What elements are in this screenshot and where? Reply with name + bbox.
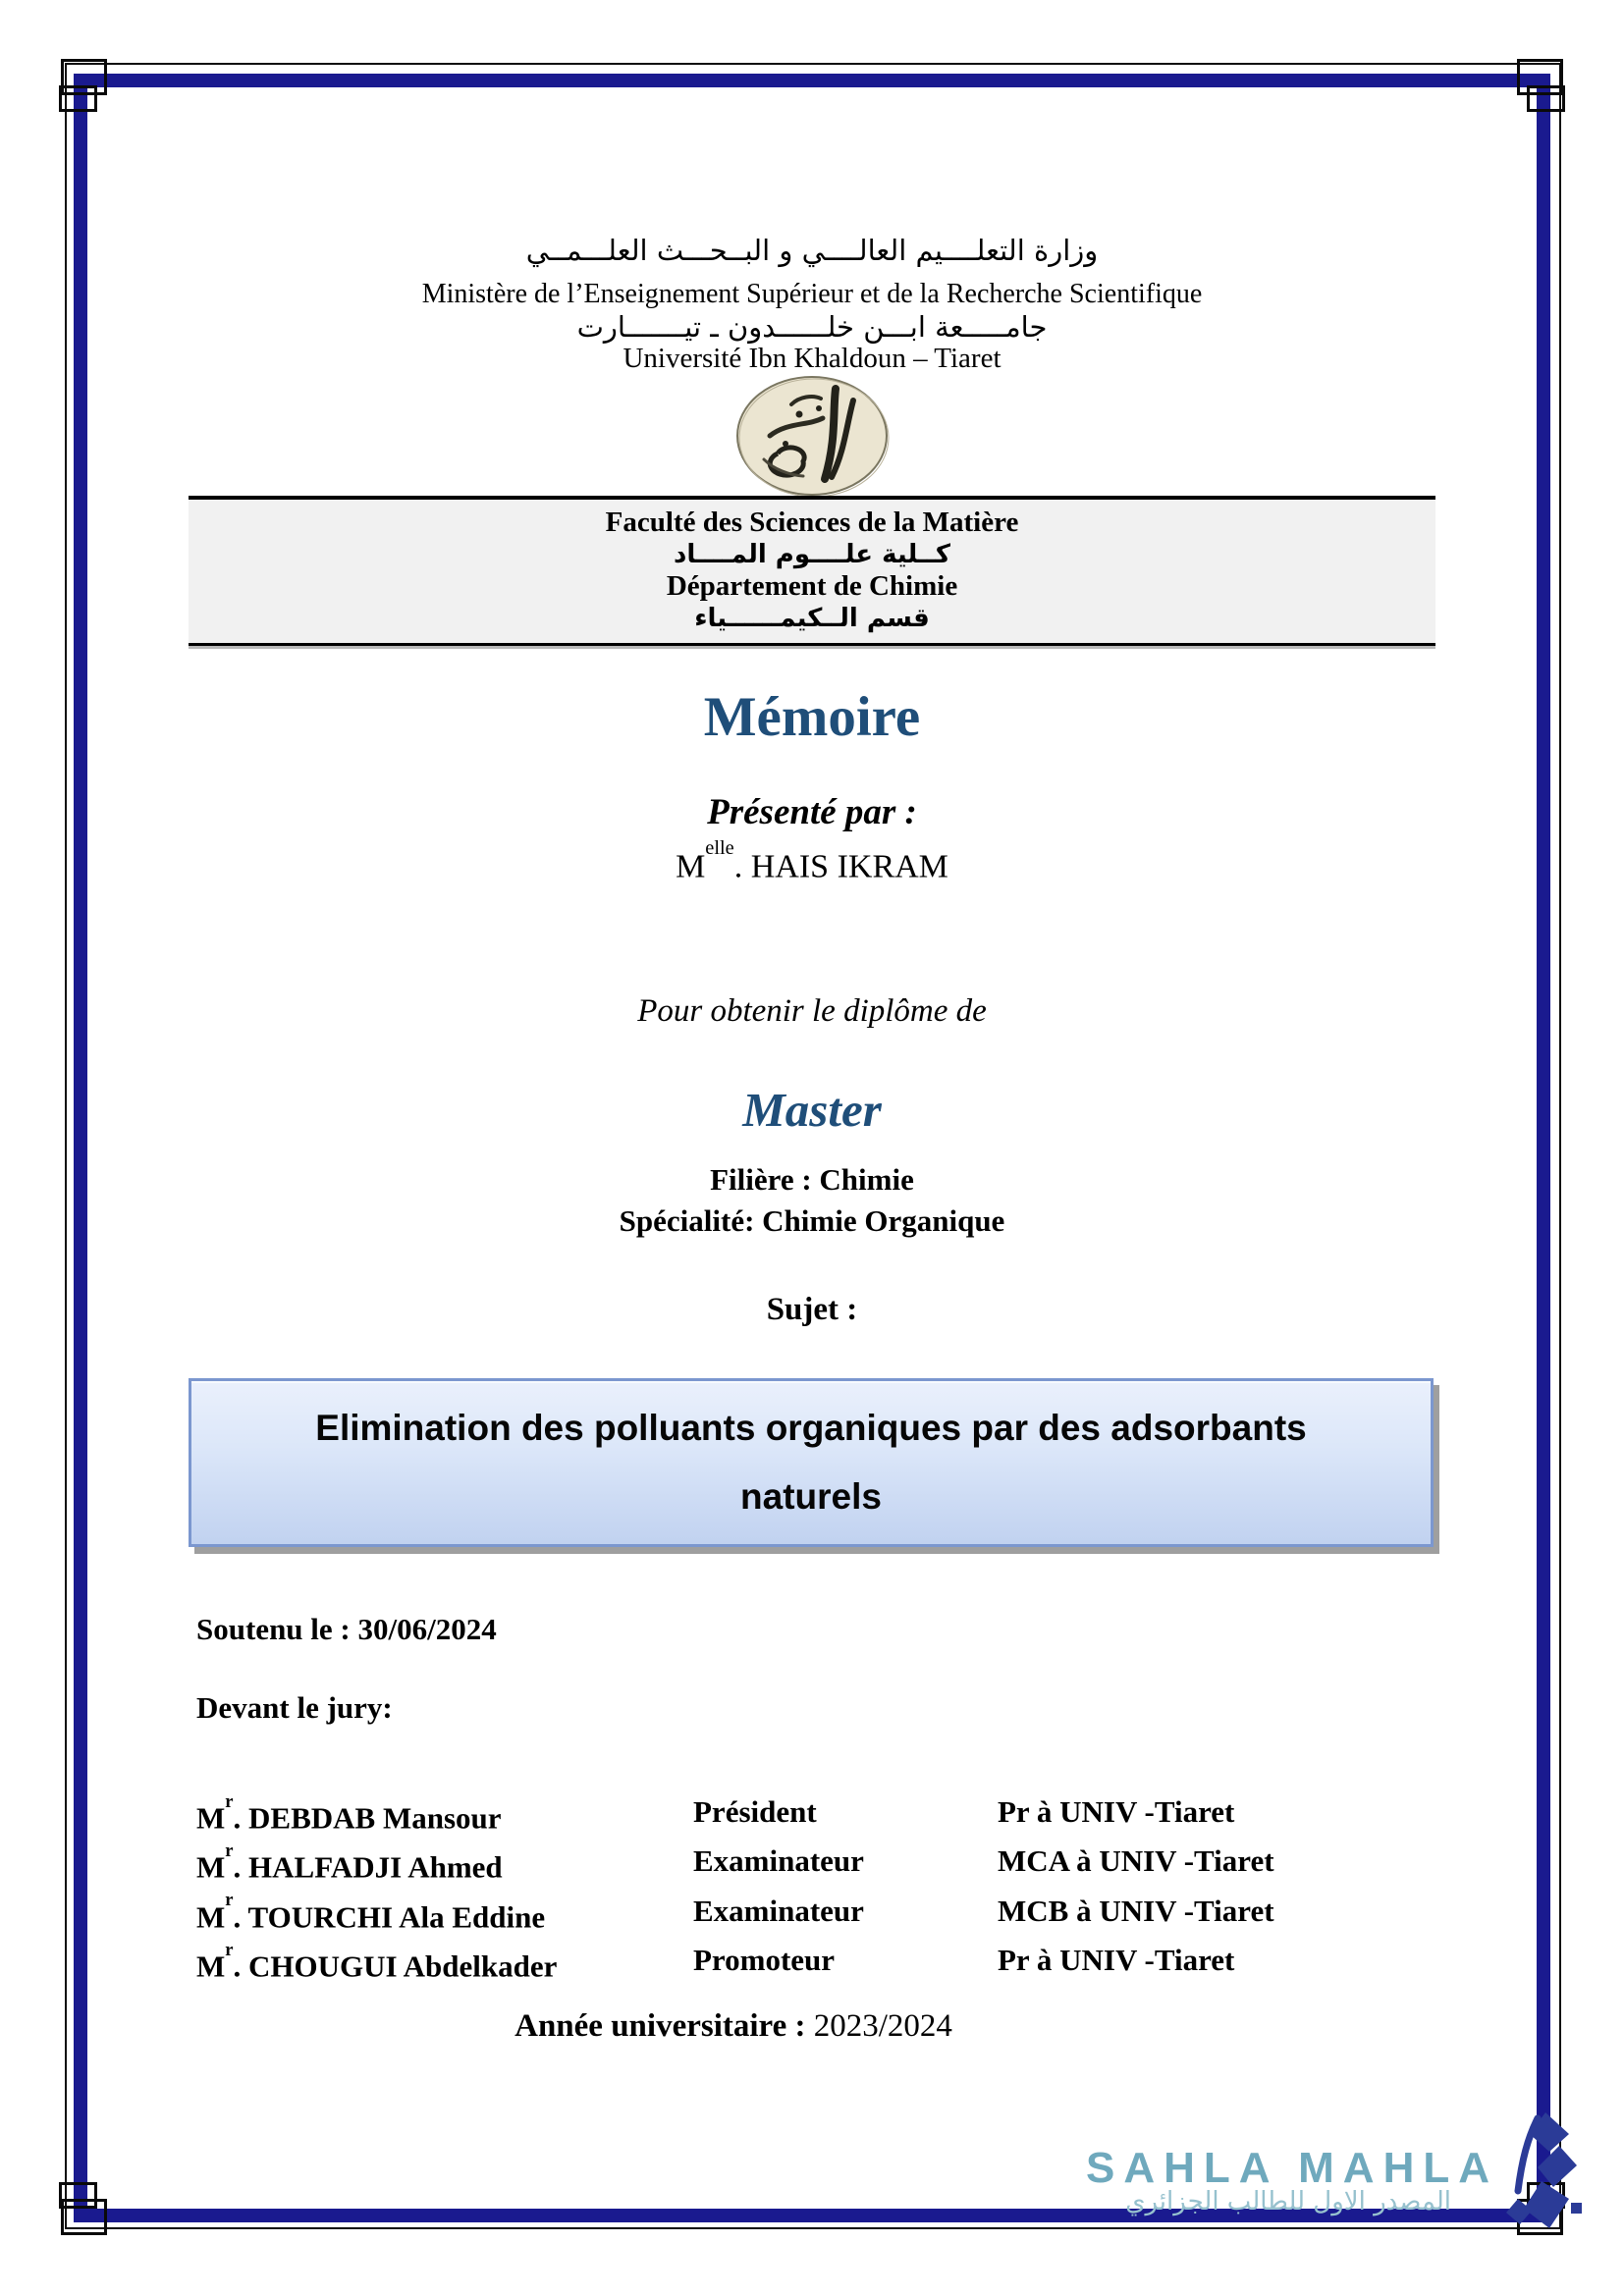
jury-member-affiliation: MCB à UNIV -Tiaret: [998, 1893, 1274, 1928]
jury-member-affiliation: Pr à UNIV -Tiaret: [998, 1942, 1235, 1977]
jury-prefix: M: [196, 1800, 226, 1836]
border-corner-ornament: [59, 2182, 97, 2209]
specialite-line: Spécialité: Chimie Organique: [619, 1203, 1005, 1238]
jury-name-rest: . DEBDAB Mansour: [233, 1800, 502, 1836]
diploma-purpose-line: Pour obtenir le diplôme de: [637, 993, 987, 1029]
jury-member-role: Promoteur: [693, 1942, 836, 1977]
candidate-prefix: M: [676, 848, 706, 885]
subject-label: Sujet :: [766, 1292, 858, 1327]
jury-name-rest: . HALFADJI Ahmed: [233, 1849, 503, 1885]
jury-superscript: r: [225, 1790, 234, 1812]
degree-title: Master: [742, 1083, 882, 1137]
filiere-line: Filière : Chimie: [710, 1162, 914, 1197]
jury-prefix: M: [196, 1898, 226, 1934]
watermark-tagline-arabic: المصدر الاول للطالب الجزائري: [1125, 2187, 1451, 2216]
jury-superscript: r: [225, 1939, 234, 1960]
jury-member-role: Examinateur: [693, 1893, 864, 1928]
university-arabic-line: جامـــــعة ابـــن خلــــــدون ـ تيـــــــارت: [576, 310, 1048, 344]
watermark-brand-text: SAHLA MAHLA: [1086, 2144, 1498, 2192]
sahla-mahla-logo-icon: [1489, 2109, 1583, 2239]
candidate-rest: . HAIS IKRAM: [733, 848, 948, 885]
jury-name-rest: . TOURCHI Ala Eddine: [233, 1898, 546, 1934]
jury-member-affiliation: Pr à UNIV -Tiaret: [998, 1794, 1235, 1829]
jury-superscript: r: [225, 1841, 234, 1862]
jury-member-affiliation: MCA à UNIV -Tiaret: [998, 1843, 1274, 1879]
thesis-title-line1: Elimination des polluants organiques par des adsorbants: [315, 1408, 1307, 1449]
border-corner-ornament: [1527, 85, 1565, 112]
academic-year-label: Année universitaire :: [514, 2008, 806, 2044]
academic-year-value: 2023/2024: [813, 2008, 952, 2044]
jury-name-rest: . CHOUGUI Abdelkader: [233, 1949, 558, 1984]
ministry-arabic-line: وزارة التعلــــيم العالــــي و البــحـــث العلـــمــي: [525, 234, 1099, 267]
university-french-line: Université Ibn Khaldoun – Tiaret: [623, 343, 1001, 374]
border-corner-ornament: [59, 85, 97, 112]
jury-member-role: Président: [693, 1794, 817, 1829]
jury-heading: Devant le jury:: [196, 1690, 393, 1725]
defense-date-line: Soutenu le : 30/06/2024: [196, 1612, 497, 1646]
candidate-title-superscript: elle: [705, 836, 734, 859]
jury-superscript: r: [225, 1890, 234, 1911]
outer-thin-border: [65, 63, 1561, 2229]
department-arabic: قسم الــكيمــــــياء: [694, 604, 930, 633]
thesis-title-line2: naturels: [740, 1475, 882, 1517]
faculty-french: Faculté des Sciences de la Matière: [605, 507, 1019, 538]
faculty-arabic: كــلية علــــوم المــــاد: [673, 540, 951, 569]
ministry-french-line: Ministère de l’Enseignement Supérieur et de la Recherche Scientifique: [421, 279, 1203, 309]
jury-prefix: M: [196, 1949, 226, 1984]
presented-by-label: Présenté par :: [707, 792, 917, 832]
jury-member-role: Examinateur: [693, 1843, 864, 1879]
document-type-title: Mémoire: [703, 686, 921, 748]
jury-prefix: M: [196, 1849, 226, 1885]
department-french: Département de Chimie: [666, 570, 958, 602]
